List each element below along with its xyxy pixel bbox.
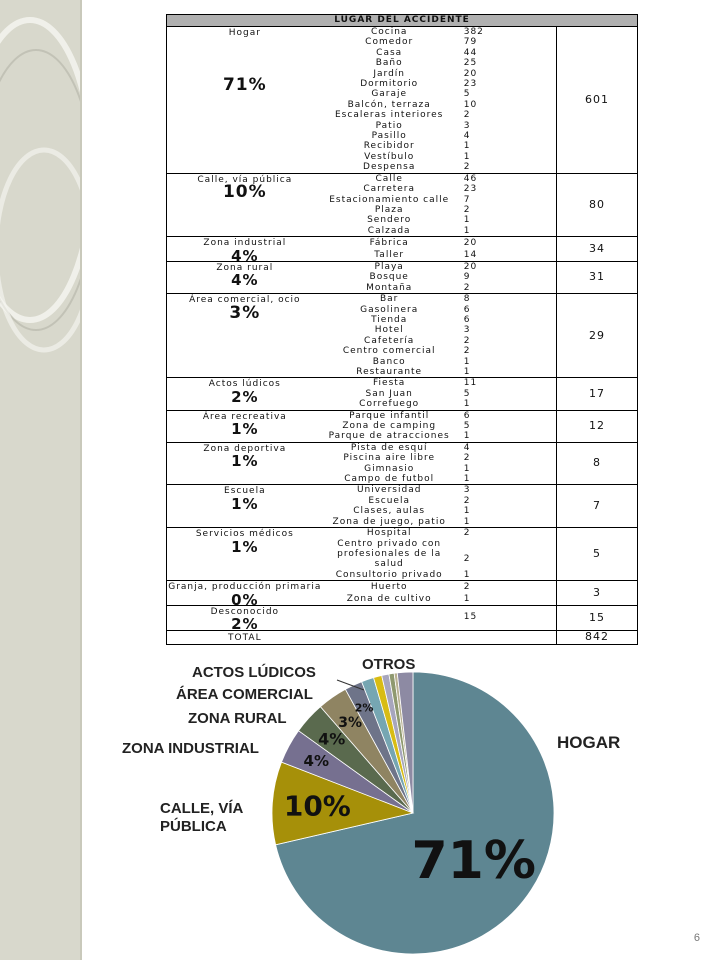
count-cell: 382 xyxy=(456,27,557,38)
count-cell: 46 xyxy=(456,173,557,184)
table-row xyxy=(167,605,638,629)
place-cell: profesionales de la salud xyxy=(337,548,442,570)
category-label: CALLE, VÍA PÚBLICA xyxy=(160,800,244,835)
count-cell: 15 xyxy=(456,605,557,629)
category-label: OTROS xyxy=(362,656,416,673)
count-cell: 1 xyxy=(463,593,471,604)
count-cell: 1 xyxy=(463,569,471,580)
place-cell: Comedor xyxy=(365,37,414,48)
place-cell: Casa xyxy=(376,47,403,58)
count-cell: 5 xyxy=(463,89,471,100)
slice-percent-label: 10% xyxy=(283,789,351,823)
group-total: 31 xyxy=(557,261,638,293)
place-cell: Dormitorio xyxy=(360,79,419,90)
group-cell xyxy=(167,442,323,485)
place-cell: Correfuego xyxy=(359,399,420,410)
count-cell: 3 xyxy=(463,325,471,336)
count-cell: 5 xyxy=(463,421,471,432)
count-cell: 1 xyxy=(463,474,471,485)
group-cell xyxy=(167,294,323,378)
count-cell: 2 xyxy=(463,162,471,173)
group-name: Escuela xyxy=(224,486,266,497)
count-cell: 23 xyxy=(463,79,478,90)
place-cell: Jardín xyxy=(373,68,405,79)
count-cell: 14 xyxy=(463,249,478,260)
place-cell: Banco xyxy=(372,356,406,367)
category-label: HOGAR xyxy=(557,733,621,752)
count-cell xyxy=(456,539,557,549)
table-row xyxy=(167,485,638,496)
place-cell: Calzada xyxy=(367,225,411,236)
count-cell: 2 xyxy=(463,554,471,565)
category-label: ZONA INDUSTRIAL xyxy=(122,740,259,757)
slice-percent-label: 4% xyxy=(318,729,346,749)
group-total: 29 xyxy=(557,294,638,378)
place-cell: Carretera xyxy=(363,184,416,195)
table-row xyxy=(167,528,638,539)
slice-percent-label: 2% xyxy=(354,701,374,715)
group-total: 8 xyxy=(557,442,638,485)
group-name: Calle, vía pública xyxy=(197,174,293,185)
count-cell: 1 xyxy=(463,151,471,162)
place-cell: Restaurante xyxy=(356,367,423,377)
place-cell: Recibidor xyxy=(363,141,415,152)
place-cell: Consultorio privado xyxy=(335,569,443,580)
group-name: Área recreativa xyxy=(202,411,287,422)
total-label: TOTAL xyxy=(167,630,323,644)
count-cell: 2 xyxy=(463,204,471,215)
place-cell: Cafetería xyxy=(364,335,415,346)
category-label: ÁREA COMERCIAL xyxy=(176,686,313,703)
group-cell xyxy=(167,528,323,581)
table-row xyxy=(167,237,638,249)
group-total: 34 xyxy=(557,237,638,262)
count-cell: 1 xyxy=(463,215,471,226)
page-number: 6 xyxy=(693,932,700,944)
group-percent: 4% xyxy=(231,246,259,265)
count-cell: 79 xyxy=(463,37,478,48)
group-percent: 1% xyxy=(231,420,259,439)
count-cell: 7 xyxy=(463,194,471,205)
place-cell: Calle xyxy=(323,173,456,184)
place-cell: Zona de juego, patio xyxy=(332,516,446,527)
place-cell: Baño xyxy=(375,58,403,69)
group-percent: 71% xyxy=(222,75,267,96)
group-percent: 2% xyxy=(231,615,259,634)
count-cell: 10 xyxy=(463,99,478,110)
group-cell xyxy=(167,27,323,174)
count-cell: 20 xyxy=(456,237,557,249)
count-cell: 1 xyxy=(463,516,471,527)
place-cell: Gimnasio xyxy=(364,463,415,474)
group-cell xyxy=(167,261,323,293)
count-cell: 2 xyxy=(456,528,557,539)
place-cell: Escaleras interiores xyxy=(335,110,444,121)
group-total: 15 xyxy=(557,605,638,630)
count-cell: 2 xyxy=(463,495,471,506)
count-cell: 6 xyxy=(463,314,471,325)
place-cell: Pasillo xyxy=(371,131,407,142)
place-cell: Fábrica xyxy=(323,237,456,249)
group-total: 7 xyxy=(557,485,638,528)
group-name: Actos lúdicos xyxy=(208,379,281,390)
group-cell xyxy=(167,581,323,609)
count-cell: 20 xyxy=(456,261,557,272)
count-cell: 6 xyxy=(463,304,471,315)
count-cell: 1 xyxy=(463,506,471,517)
slice-percent-label: 3% xyxy=(338,714,363,731)
group-name: Área comercial, ocio xyxy=(189,295,301,306)
place-cell: Estacionamiento calle xyxy=(329,194,450,205)
count-cell: 3 xyxy=(456,485,557,496)
place-cell: Clases, aulas xyxy=(353,506,426,517)
place-cell: Bar xyxy=(323,294,456,305)
group-name: Servicios médicos xyxy=(195,529,294,540)
count-cell: 2 xyxy=(463,453,471,464)
table-row xyxy=(167,294,638,305)
count-cell: 1 xyxy=(463,141,471,152)
count-cell: 1 xyxy=(463,431,471,442)
count-cell: 20 xyxy=(463,68,478,79)
group-total: 80 xyxy=(557,173,638,236)
total-row xyxy=(167,630,638,644)
place-cell: Parque de atracciones xyxy=(328,431,450,442)
place-cell: San Juan xyxy=(365,388,413,399)
place-cell: Campo de futbol xyxy=(344,474,435,485)
slice-percent-label: 4% xyxy=(303,751,330,770)
place-cell xyxy=(323,605,456,629)
table-row xyxy=(167,173,638,184)
place-cell: Gasolinera xyxy=(360,304,419,315)
table-row xyxy=(167,410,638,421)
count-cell: 1 xyxy=(463,367,471,377)
group-percent: 4% xyxy=(231,271,259,290)
group-cell xyxy=(167,173,323,236)
place-cell: Garaje xyxy=(371,89,408,100)
place-cell: Centro privado con xyxy=(337,538,442,549)
group-cell xyxy=(167,605,323,634)
table-row xyxy=(167,442,638,453)
count-cell: 8 xyxy=(456,294,557,305)
group-total: 3 xyxy=(557,581,638,606)
group-total: 12 xyxy=(557,410,638,442)
group-percent: 10% xyxy=(222,182,267,203)
place-cell: Montaña xyxy=(366,282,413,293)
count-cell: 2 xyxy=(463,346,471,357)
category-label: ZONA RURAL xyxy=(188,710,287,727)
group-percent: 1% xyxy=(231,494,259,513)
group-cell xyxy=(167,410,323,442)
pie-svg xyxy=(0,648,720,960)
place-cell: Parque infantil xyxy=(323,410,456,421)
group-cell xyxy=(167,237,323,265)
place-cell: Plaza xyxy=(374,204,404,215)
place-cell: Universidad xyxy=(323,485,456,496)
place-cell: Patio xyxy=(375,120,403,131)
place-cell: Vestíbulo xyxy=(364,151,415,162)
count-cell: 6 xyxy=(456,410,557,421)
count-cell: 23 xyxy=(463,184,478,195)
place-cell: Hotel xyxy=(374,325,404,336)
place-cell: Bosque xyxy=(369,272,409,283)
group-name: Granja, producción primaria xyxy=(168,582,322,593)
count-cell: 2 xyxy=(463,110,471,121)
group-cell xyxy=(167,485,323,528)
place-cell: Zona de cultivo xyxy=(346,593,432,604)
place-cell: Escuela xyxy=(368,495,410,506)
place-cell: Balcón, terraza xyxy=(347,99,431,110)
count-cell: 2 xyxy=(463,282,471,293)
total-value: 842 xyxy=(557,630,638,644)
accident-location-table xyxy=(166,14,638,645)
group-total: 601 xyxy=(557,27,638,174)
place-cell: Playa xyxy=(323,261,456,272)
place-cell: Zona de camping xyxy=(342,421,437,432)
group-percent: 0% xyxy=(231,590,259,609)
group-name: Hogar xyxy=(228,28,261,38)
count-cell: 4 xyxy=(463,131,471,142)
count-cell: 25 xyxy=(463,58,478,69)
place-cell: Hospital xyxy=(323,528,456,539)
group-name: Zona industrial xyxy=(203,238,287,249)
place-cell: Sendero xyxy=(367,215,412,226)
group-name: Zona deportiva xyxy=(203,443,287,454)
count-cell: 2 xyxy=(456,581,557,593)
count-cell: 1 xyxy=(463,225,471,236)
table-header: LUGAR DEL ACCIDENTE xyxy=(167,15,638,27)
table-row xyxy=(167,378,638,389)
group-total: 17 xyxy=(557,378,638,410)
count-cell: 2 xyxy=(463,335,471,346)
group-name: Zona rural xyxy=(216,262,274,273)
count-cell: 44 xyxy=(463,47,478,58)
group-percent: 2% xyxy=(231,387,259,406)
count-cell: 4 xyxy=(456,442,557,453)
category-label: ACTOS LÚDICOS xyxy=(192,664,316,681)
place-cell: Cocina xyxy=(323,27,456,38)
place-cell: Huerto xyxy=(323,581,456,593)
place-cell: Pista de esquí xyxy=(323,442,456,453)
group-name: Desconocido xyxy=(210,606,280,617)
count-cell: 11 xyxy=(456,378,557,389)
count-cell: 9 xyxy=(463,272,471,283)
count-cell: 1 xyxy=(463,356,471,367)
slice-percent-label: 71% xyxy=(411,831,536,892)
group-cell xyxy=(167,378,323,410)
count-cell: 3 xyxy=(463,120,471,131)
table-row xyxy=(167,261,638,272)
group-percent: 1% xyxy=(231,537,259,556)
place-cell: Fiesta xyxy=(323,378,456,389)
place-cell: Taller xyxy=(374,249,405,260)
place-cell: Tienda xyxy=(371,314,408,325)
place-cell: Centro comercial xyxy=(342,346,436,357)
pie-chart xyxy=(0,648,720,960)
place-cell: Despensa xyxy=(363,162,416,173)
count-cell: 1 xyxy=(463,463,471,474)
count-cell: 1 xyxy=(463,399,471,410)
place-cell: Piscina aire libre xyxy=(343,453,435,464)
group-percent: 3% xyxy=(229,302,261,323)
group-percent: 1% xyxy=(231,452,259,471)
table-row xyxy=(167,27,638,38)
count-cell: 5 xyxy=(463,388,471,399)
group-total: 5 xyxy=(557,528,638,581)
table-row xyxy=(167,581,638,593)
